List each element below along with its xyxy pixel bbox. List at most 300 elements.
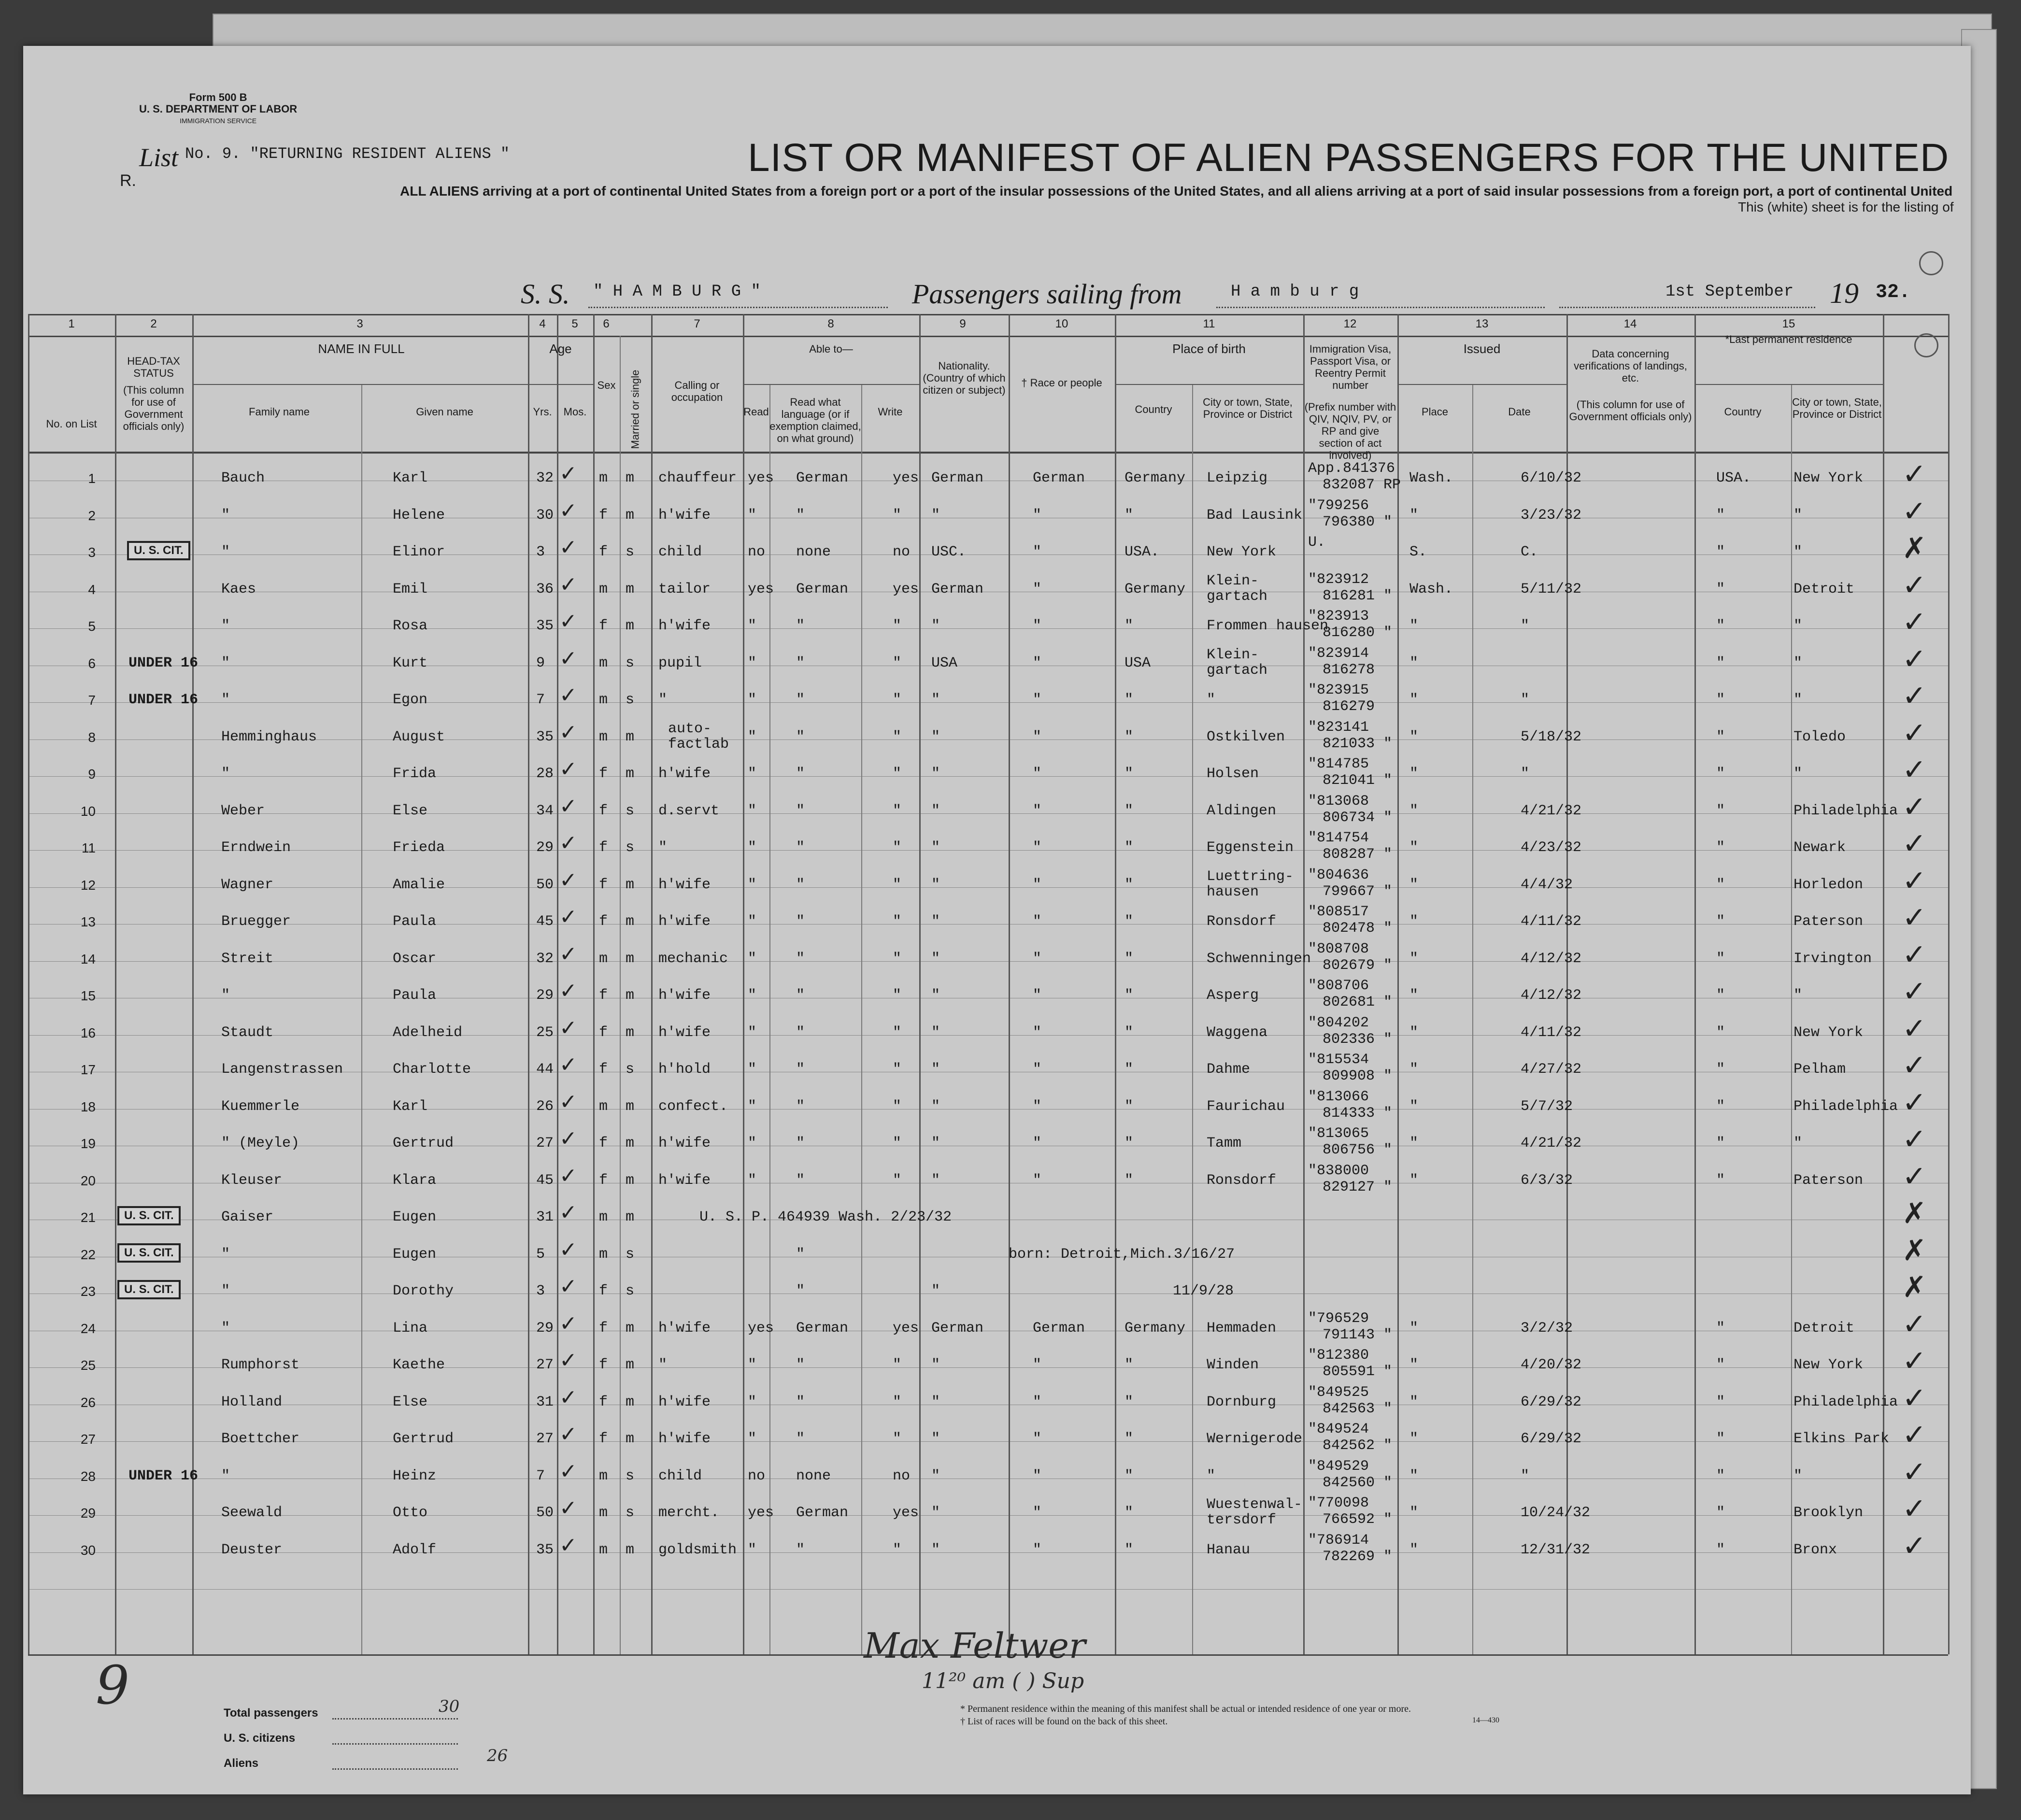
cell-occ: tailor [658, 581, 711, 597]
cell-yrs: 29 [536, 987, 554, 1004]
cell-race: " [1033, 1135, 1042, 1152]
table-row [23, 1270, 1948, 1311]
check-mark-icon: ✓ [559, 646, 577, 671]
cell-family: Deuster [221, 1541, 283, 1558]
cell-read: " [748, 507, 757, 524]
cell-race: German [1033, 1320, 1085, 1337]
column-number: 12 [1343, 317, 1357, 330]
cell-nat: " [931, 987, 940, 1004]
cell-lang: " [796, 839, 805, 856]
cell-sex: f [599, 913, 608, 930]
cell-lang: " [796, 987, 805, 1004]
cell-rcity: " [1793, 692, 1803, 708]
cell-ms: s [626, 1283, 635, 1299]
table-row [23, 1492, 1948, 1533]
cell-date: 5/7/32 [1521, 1098, 1573, 1115]
head-tax-stamp: UNDER 16 [128, 692, 199, 708]
cell-read: yes [748, 581, 774, 597]
cell-ms: m [626, 950, 635, 967]
cell-rcountry: " [1716, 1098, 1725, 1115]
check-mark-icon: ✓ [559, 1385, 577, 1410]
cell-given: Amalie [393, 876, 445, 893]
check-mark-icon: ✓ [559, 1052, 577, 1077]
row-number: 14 [80, 951, 96, 967]
cell-yrs: 25 [536, 1024, 554, 1041]
cell-visa: "804636 [1308, 867, 1369, 883]
check-mark-icon: ✓ [559, 1163, 577, 1188]
cell-lang: " [796, 876, 805, 893]
cell-lang: German [796, 1505, 849, 1521]
verification-mark-icon: ✓ [1902, 605, 1927, 639]
header-sex: Sex [597, 379, 616, 391]
cell-race: " [1033, 950, 1042, 967]
cell-rcity: Irvington [1793, 950, 1872, 967]
cell-sex: m [599, 692, 608, 708]
cell-visa-2: 806756 " [1323, 1142, 1393, 1158]
header-able-to: Able to— [809, 343, 853, 355]
column-number: 3 [356, 317, 363, 330]
cell-read: " [748, 876, 757, 893]
cell-write: " [893, 507, 902, 524]
cell-country: " [1124, 913, 1134, 930]
table-row [23, 1123, 1948, 1164]
signature-time: 11²⁰ am ( ) Sup [922, 1669, 1084, 1693]
cell-occ: auto- factlab [668, 720, 729, 753]
cell-rcity: " [1793, 544, 1803, 560]
column-number: 14 [1623, 317, 1637, 330]
cell-visa: "823913 [1308, 608, 1369, 625]
cell-date: 4/11/32 [1521, 913, 1582, 930]
cell-country: " [1124, 1135, 1134, 1152]
cell-visa: U. [1308, 534, 1326, 551]
cell-lang: " [796, 728, 805, 745]
row-number: 7 [88, 693, 96, 708]
cell-race: " [1033, 802, 1042, 819]
cell-visa: "823914 [1308, 645, 1369, 662]
cell-ms: m [626, 1393, 635, 1410]
manifest-sheet [23, 46, 1971, 1794]
cell-visa-2: 832087 RP [1323, 477, 1401, 493]
cell-write: " [893, 1431, 902, 1447]
cell-country: " [1124, 1172, 1134, 1189]
cell-place: " [1409, 1172, 1419, 1189]
cell-visa: "808517 [1308, 904, 1369, 920]
cell-date: 4/21/32 [1521, 1135, 1582, 1152]
header-date: Date [1508, 406, 1531, 418]
cell-given: Else [393, 1393, 428, 1410]
cell-given: Gertrud [393, 1431, 454, 1447]
table-row [23, 901, 1948, 942]
cell-rcountry: " [1716, 766, 1725, 782]
cell-place: " [1409, 1431, 1419, 1447]
cell-date: 12/31/32 [1521, 1541, 1591, 1558]
cell-lang: " [796, 1283, 805, 1299]
verification-mark-icon: ✓ [1902, 1085, 1927, 1120]
cell-sex: f [599, 1024, 608, 1041]
cell-rcountry: " [1716, 1024, 1725, 1041]
cell-race: " [1033, 618, 1042, 634]
cell-date: 6/29/32 [1521, 1393, 1582, 1410]
cell-yrs: 36 [536, 581, 554, 597]
cell-ms: s [626, 1246, 635, 1263]
cell-rcity: New York [1793, 470, 1864, 486]
cell-yrs: 44 [536, 1061, 554, 1078]
header-visa: Immigration Visa, Passport Visa, or Reentry Permit number [1309, 343, 1392, 391]
cell-visa-2: 842562 " [1323, 1437, 1393, 1454]
cell-occ: mercht. [658, 1505, 720, 1521]
table-row [23, 938, 1948, 979]
header-married: Married or single [629, 370, 641, 449]
cell-race: " [1033, 1098, 1042, 1115]
cell-given: Frieda [393, 839, 445, 856]
cell-visa-2: 814333 " [1323, 1105, 1393, 1122]
cell-date: 4/4/32 [1521, 876, 1573, 893]
cell-read: no [748, 544, 766, 560]
cell-family: Streit [221, 950, 274, 967]
cell-family: Kuemmerle [221, 1098, 300, 1115]
cell-given: Paula [393, 987, 437, 1004]
column-number: 2 [150, 317, 157, 330]
cell-given: Emil [393, 581, 428, 597]
cell-nat: German [931, 470, 984, 486]
header-subrule [1397, 384, 1566, 385]
cell-country: " [1124, 1357, 1134, 1373]
verification-mark-icon: ✓ [1902, 1011, 1927, 1046]
header-race: † Race or people [1021, 377, 1102, 389]
cell-country: " [1124, 1061, 1134, 1078]
manifest-subtitle: ALL ALIENS arriving at a port of continental United States from a foreign port or a port of the insular possessions of the United States, and all aliens arriving at a port of said insular possessions from a foreign port, a port of continental United [400, 184, 1953, 199]
cell-city: Asperg [1207, 987, 1259, 1004]
cell-sex: f [599, 1320, 608, 1337]
cell-place: " [1409, 950, 1419, 967]
cell-yrs: 29 [536, 839, 554, 856]
cell-visa-2: 842560 " [1323, 1474, 1393, 1491]
verification-mark-icon: ✗ [1902, 1196, 1927, 1230]
cell-given: Kurt [393, 654, 428, 671]
cell-rcity: New York [1793, 1024, 1864, 1041]
cell-city: Frommen hausen [1207, 618, 1329, 634]
cell-visa-2: 821033 " [1323, 735, 1393, 752]
cell-given: Frida [393, 766, 437, 782]
cell-occ: h'wife [658, 876, 711, 893]
header-res-country: Country [1724, 406, 1762, 418]
cell-city: Ostkilven [1207, 728, 1285, 745]
cell-given: Karl [393, 1098, 428, 1115]
cell-write: yes [893, 1320, 919, 1337]
head-tax-stamp: UNDER 16 [128, 654, 199, 671]
cell-occ: h'wife [658, 1320, 711, 1337]
header-subrule [743, 384, 919, 385]
cell-visa-2: 796380 " [1323, 513, 1393, 530]
check-mark-icon: ✓ [559, 757, 577, 782]
table-row [23, 642, 1948, 683]
verification-mark-icon: ✓ [1902, 790, 1927, 824]
cell-sex: f [599, 1135, 608, 1152]
table-row [23, 1233, 1948, 1275]
cell-visa: "823912 [1308, 571, 1369, 588]
header-nationality: Nationality. (Country of which citizen or subject) [923, 360, 1006, 396]
cell-read: no [748, 1467, 766, 1484]
cell-yrs: 31 [536, 1393, 554, 1410]
cell-read: " [748, 802, 757, 819]
cell-read: " [748, 654, 757, 671]
cell-ms: m [626, 1357, 635, 1373]
cell-visa: "849524 [1308, 1421, 1369, 1437]
cell-rcountry: " [1716, 1393, 1725, 1410]
cell-sex: m [599, 1505, 608, 1521]
cell-rcity: " [1793, 507, 1803, 524]
cell-visa: "823141 [1308, 719, 1369, 736]
cell-visa-2: 782269 " [1323, 1548, 1393, 1565]
cell-date: 3/2/32 [1521, 1320, 1573, 1337]
cell-write: " [893, 876, 902, 893]
cell-place: " [1409, 802, 1419, 819]
row-number: 20 [80, 1173, 96, 1188]
row-number: 23 [80, 1284, 96, 1299]
cell-sex: f [599, 802, 608, 819]
cell-nat: " [931, 876, 940, 893]
cell-yrs: 35 [536, 728, 554, 745]
cell-lang: " [796, 950, 805, 967]
cell-lang: " [796, 1172, 805, 1189]
cell-lang: " [796, 1061, 805, 1078]
cell-occ: h'wife [658, 766, 711, 782]
cell-lang: " [796, 913, 805, 930]
cell-yrs: 50 [536, 1505, 554, 1521]
cell-given: Heinz [393, 1467, 437, 1484]
cell-visa: "812380 [1308, 1347, 1369, 1364]
cell-read: " [748, 839, 757, 856]
cell-nat: " [931, 1541, 940, 1558]
cell-given: Paula [393, 913, 437, 930]
verification-mark-icon: ✓ [1902, 1344, 1927, 1378]
header-verifications: Data concerning verifications of landings, etc. [1574, 348, 1687, 384]
cell-read: " [748, 1541, 757, 1558]
cell-yrs: 26 [536, 1098, 554, 1115]
cell-read: " [748, 913, 757, 930]
cell-occ: h'wife [658, 1431, 711, 1447]
cell-place: Wash. [1409, 470, 1453, 486]
cell-city: Tamm [1207, 1135, 1242, 1152]
cell-country: " [1124, 692, 1134, 708]
cell-given: Dorothy [393, 1283, 454, 1299]
cell-rcountry: " [1716, 581, 1725, 597]
cell-yrs: 45 [536, 913, 554, 930]
cell-write: " [893, 1098, 902, 1115]
table-row [23, 1196, 1948, 1237]
cell-lang: " [796, 1393, 805, 1410]
cell-read: " [748, 1431, 757, 1447]
cell-rcity: Philadelphia [1793, 1393, 1898, 1410]
cell-yrs: 3 [536, 1283, 545, 1299]
cell-city: Klein- gartach [1207, 646, 1268, 679]
year-value: 32. [1876, 282, 1911, 303]
cell-place: " [1409, 728, 1419, 745]
table-row [23, 1418, 1948, 1459]
cell-family: " [221, 1283, 230, 1299]
cell-country: " [1124, 950, 1134, 967]
cell-sex: m [599, 581, 608, 597]
row-number: 11 [81, 840, 96, 855]
cell-yrs: 45 [536, 1172, 554, 1189]
cell-write: " [893, 1061, 902, 1078]
cell-write: no [893, 544, 911, 560]
head-tax-stamp: UNDER 16 [128, 1467, 199, 1484]
cell-ms: m [626, 1431, 635, 1447]
cell-given: Oscar [393, 950, 437, 967]
cell-city: Hemmaden [1207, 1320, 1277, 1337]
cell-rcountry: " [1716, 1320, 1725, 1337]
row-number: 30 [80, 1542, 96, 1558]
cell-rcity: Pelham [1793, 1061, 1846, 1078]
cell-lang: German [796, 1320, 849, 1337]
cell-visa-2: 802336 " [1323, 1031, 1393, 1048]
cell-race: " [1033, 692, 1042, 708]
cell-occ: goldsmith [658, 1541, 737, 1558]
cell-write: " [893, 1135, 902, 1152]
cell-city: " [1207, 1467, 1216, 1484]
header-age: Age [549, 341, 572, 356]
column-number: 7 [694, 317, 700, 330]
cell-visa: "814754 [1308, 830, 1369, 846]
row-number: 5 [88, 619, 96, 634]
column-number: 8 [827, 317, 834, 330]
cell-sex: m [599, 1246, 608, 1263]
cell-rcity: Bronx [1793, 1541, 1837, 1558]
cell-sex: f [599, 1357, 608, 1373]
row-number: 6 [88, 655, 96, 671]
column-number: 15 [1782, 317, 1795, 330]
total-passengers-value: 30 [439, 1697, 460, 1716]
cell-family: " [221, 766, 230, 782]
column-number: 4 [539, 317, 546, 330]
handwritten-page-mark: 9 [96, 1654, 129, 1716]
row-rule [28, 1589, 1948, 1590]
cell-race: " [1033, 728, 1042, 745]
cell-city: Wuestenwal- tersdorf [1207, 1496, 1303, 1528]
cell-family: " [221, 507, 230, 524]
cell-yrs: 31 [536, 1209, 554, 1225]
cell-write: " [893, 913, 902, 930]
column-number: 10 [1055, 317, 1068, 330]
cell-place: " [1409, 1357, 1419, 1373]
cell-nat: USC. [931, 544, 967, 560]
cell-nat: " [931, 766, 940, 782]
header-write: Write [878, 406, 903, 418]
cell-country: USA [1124, 654, 1151, 671]
verification-mark-icon: ✓ [1902, 827, 1927, 861]
cell-sex: f [599, 876, 608, 893]
cell-yrs: 27 [536, 1135, 554, 1152]
cell-occ: " [658, 1357, 668, 1373]
cell-ms: m [626, 913, 635, 930]
cell-visa: "770098 [1308, 1495, 1369, 1511]
cell-nat: " [931, 1357, 940, 1373]
cell-sex: f [599, 1393, 608, 1410]
cell-occ: h'wife [658, 1172, 711, 1189]
cell-country: " [1124, 802, 1134, 819]
punch-circle [1919, 251, 1943, 275]
cell-occ: h'wife [658, 1135, 711, 1152]
row-number: 2 [88, 508, 96, 523]
cell-place: " [1409, 1320, 1419, 1337]
row-number: 19 [80, 1136, 96, 1151]
cell-city: Holsen [1207, 766, 1259, 782]
table-row [23, 790, 1948, 831]
verification-mark-icon: ✓ [1902, 1492, 1927, 1526]
cell-rcity: Brooklyn [1793, 1505, 1864, 1521]
cell-city: Leipzig [1207, 470, 1268, 486]
cell-family: Rumphorst [221, 1357, 300, 1373]
cell-write: yes [893, 470, 919, 486]
cell-ms: m [626, 1320, 635, 1337]
cell-family: Wagner [221, 876, 274, 893]
cell-yrs: 32 [536, 470, 554, 486]
cell-race: " [1033, 1431, 1042, 1447]
cell-rcity: New York [1793, 1357, 1864, 1373]
verification-mark-icon: ✓ [1902, 1123, 1927, 1156]
cell-occ: U. S. P. 464939 Wash. 2/23/32 [699, 1209, 952, 1225]
table-row [23, 716, 1948, 757]
cell-rcity: Newark [1793, 839, 1846, 856]
manifest-title: LIST OR MANIFEST OF ALIEN PASSENGERS FOR THE UNITED [748, 136, 1950, 180]
cell-lang: " [796, 1357, 805, 1373]
cell-ms: s [626, 544, 635, 560]
cell-yrs: 7 [536, 692, 545, 708]
verification-mark-icon: ✓ [1902, 975, 1927, 1009]
cell-country: " [1124, 987, 1134, 1004]
cell-ms: m [626, 1024, 635, 1041]
cell-date: 4/21/32 [1521, 802, 1582, 819]
table-row [23, 1381, 1948, 1422]
table-rule [28, 336, 1948, 337]
cell-date: " [1521, 618, 1530, 634]
cell-race: " [1033, 1357, 1042, 1373]
cell-country: " [1124, 1431, 1134, 1447]
cell-place: " [1409, 1098, 1419, 1115]
cell-read: " [748, 1172, 757, 1189]
cell-yrs: 9 [536, 654, 545, 671]
cell-occ: h'wife [658, 507, 711, 524]
cell-visa: "813066 [1308, 1088, 1369, 1105]
cell-family: Seewald [221, 1505, 283, 1521]
cell-race: " [1033, 654, 1042, 671]
check-mark-icon: ✓ [559, 1089, 577, 1114]
cell-sex: f [599, 1283, 608, 1299]
cell-date: 4/27/32 [1521, 1061, 1582, 1078]
header-head-tax-note: (This column for use of Government officials only) [123, 384, 185, 432]
cell-visa: App.841376 [1308, 460, 1395, 477]
cell-visa: "813068 [1308, 793, 1369, 810]
cell-date: 6/3/32 [1521, 1172, 1573, 1189]
cell-place: " [1409, 987, 1419, 1004]
cell-date: 3/23/32 [1521, 507, 1582, 524]
cell-sex: f [599, 987, 608, 1004]
cell-country: " [1124, 728, 1134, 745]
form-code: 14—430 [1472, 1716, 1499, 1724]
cell-city: Dornburg [1207, 1393, 1277, 1410]
cell-place: S. [1409, 544, 1427, 560]
cell-visa-2: 842563 " [1323, 1400, 1393, 1417]
cell-ms: m [626, 470, 635, 486]
verification-mark-icon: ✓ [1902, 494, 1927, 528]
footnote-residence: * Permanent residence within the meaning of this manifest shall be actual or intended residence of one year or more. [960, 1704, 1411, 1714]
cell-sex: m [599, 728, 608, 745]
cell-ms: m [626, 1209, 635, 1225]
row-number: 17 [80, 1062, 96, 1077]
cell-rcity: " [1793, 766, 1803, 782]
cell-country: " [1124, 839, 1134, 856]
